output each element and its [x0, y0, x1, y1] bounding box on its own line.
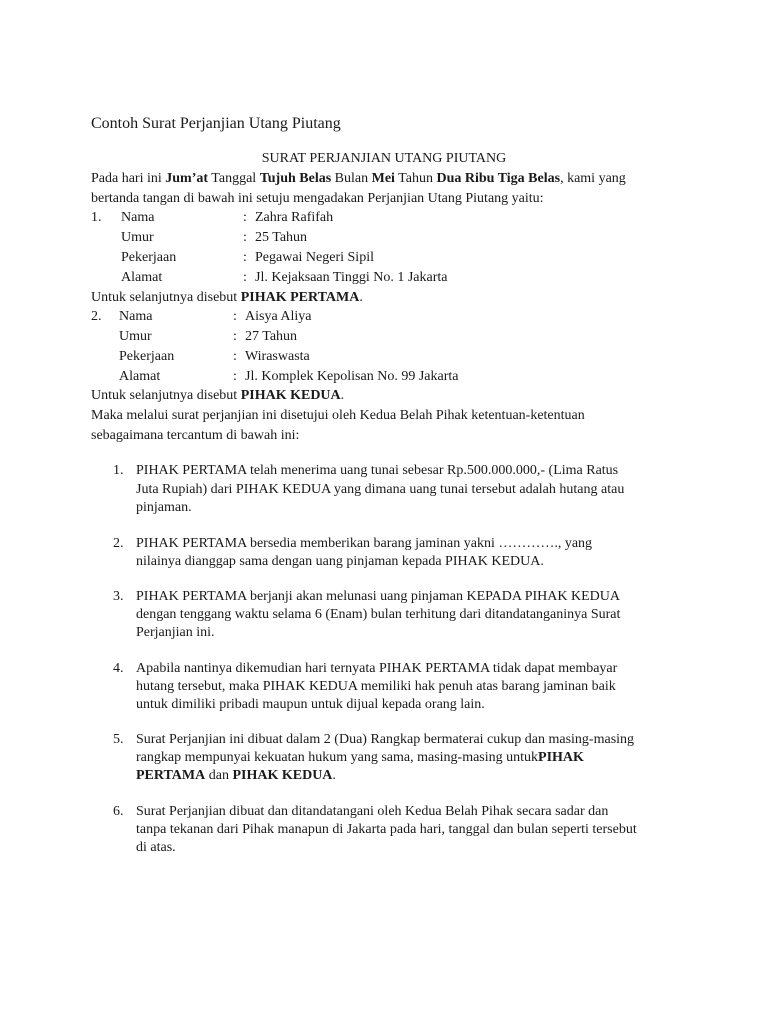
closing-text: Untuk selanjutnya disebut [91, 388, 241, 403]
party2-designation: PIHAK KEDUA [240, 388, 341, 403]
clause-6-line-1: Surat Perjanjian dibuat dan ditandatangani oleh Kedua Belah Pihak secara sadar dan [136, 804, 609, 819]
party2-closing [91, 387, 344, 405]
document-title: Contoh Surat Perjanjian Utang Piutang [91, 115, 341, 132]
letter-heading: SURAT PERJANJIAN UTANG PIUTANG [261, 151, 507, 166]
party2-value-age: 27 Tahun [245, 329, 298, 344]
clause-5-text: rangkap mempunyai kekuatan hukum yang sama, masing-masing untuk [136, 750, 539, 765]
clause-4-number: 4. [113, 661, 124, 676]
party2-label-age: Umur [119, 329, 152, 344]
party2-value-job: Wiraswasta [245, 349, 310, 364]
intro-text: Bulan [331, 171, 372, 186]
party1-value-address: Jl. Kejaksaan Tinggi No. 1 Jakarta [255, 270, 448, 285]
clause-5-bold: PIHAK KEDUA [232, 768, 333, 783]
party1-designation: PIHAK PERTAMA [240, 290, 360, 305]
intro-year: Dua Ribu Tiga Belas [436, 171, 561, 186]
party2-sep-age: : [233, 329, 237, 344]
clause-5-punct: . [332, 768, 336, 783]
party1-label-name: Nama [121, 210, 155, 225]
intro-text: Tanggal [208, 171, 260, 186]
clause-4-line-1: Apabila nantinya dikemudian hari ternyata PIHAK PERTAMA tidak dapat membayar [136, 661, 618, 676]
party1-sep-address: : [243, 270, 247, 285]
party1-number: 1. [91, 210, 102, 225]
clause-2-number: 2. [113, 536, 124, 551]
clause-3-line-1: PIHAK PERTAMA berjanji akan melunasi uang pinjaman KEPADA PIHAK KEDUA [136, 589, 620, 604]
clause-2-line-2: nilainya dianggap sama dengan uang pinjaman kepada PIHAK KEDUA. [136, 554, 544, 569]
closing-punct: . [340, 388, 345, 403]
intro-day: Jum’at [165, 171, 209, 186]
clause-5-bold: PERTAMA [136, 768, 206, 783]
clause-5-line-1: Surat Perjanjian ini dibuat dalam 2 (Dua) Rangkap bermaterai cukup dan masing-masing [136, 732, 635, 747]
closing-punct: . [359, 290, 363, 305]
clause-3-line-3: Perjanjian ini. [136, 625, 215, 640]
party1-closing [91, 289, 363, 307]
party1-sep-age: : [243, 230, 247, 245]
clause-5-number: 5. [113, 732, 124, 747]
clause-5-text: dan [205, 768, 233, 783]
clause-6-line-2: tanpa tekanan dari Pihak manapun di Jakarta pada hari, tanggal dan bulan seperti tersebut [136, 822, 637, 837]
intro-line-2: bertanda tangan di bawah ini setuju mengadakan Perjanjian Utang Piutang yaitu: [91, 191, 544, 206]
party1-label-age: Umur [121, 230, 154, 245]
party1-value-age: 25 Tahun [255, 230, 308, 245]
clause-1-number: 1. [113, 463, 124, 478]
clause-5-bold: PIHAK [538, 750, 584, 765]
clause-3-number: 3. [113, 589, 124, 604]
closing-text: Untuk selanjutnya disebut [91, 290, 241, 305]
party1-value-name: Zahra Rafifah [255, 210, 334, 225]
party2-sep-job: : [233, 349, 237, 364]
clause-4-line-3: untuk dimiliki pribadi maupun untuk dijual kepada orang lain. [136, 697, 485, 712]
party2-value-name: Aisya Aliya [245, 309, 312, 324]
intro-text: , kami yang [560, 171, 626, 186]
clause-4-line-2: hutang tersebut, maka PIHAK KEDUA memiliki hak penuh atas barang jaminan baik [136, 679, 616, 694]
clause-6-number: 6. [113, 804, 124, 819]
party1-sep-job: : [243, 250, 247, 265]
clause-1-line-2: Juta Rupiah) dari PIHAK KEDUA yang dimana uang tunai tersebut adalah hutang atau [136, 482, 625, 497]
intro-line-1 [91, 170, 626, 188]
party2-label-job: Pekerjaan [119, 349, 175, 364]
party2-label-name: Nama [119, 309, 153, 324]
party2-sep-name: : [233, 309, 237, 324]
party1-value-job: Pegawai Negeri Sipil [255, 250, 374, 265]
clause-2-line-1: PIHAK PERTAMA bersedia memberikan barang jaminan yakni …………., yang [136, 536, 593, 551]
intro-date: Tujuh Belas [259, 171, 332, 186]
intro-text: Tahun [394, 171, 437, 186]
party2-number: 2. [91, 309, 102, 324]
party1-label-job: Pekerjaan [121, 250, 177, 265]
party2-label-address: Alamat [119, 369, 161, 384]
party2-value-address: Jl. Komplek Kepolisan No. 99 Jakarta [245, 369, 459, 384]
party1-label-address: Alamat [121, 270, 163, 285]
party1-sep-name: : [243, 210, 247, 225]
intro-text: Pada hari ini [91, 171, 166, 186]
party2-sep-address: : [233, 369, 237, 384]
clause-3-line-2: dengan tenggang waktu selama 6 (Enam) bulan terhitung dari ditandatanganinya Surat [136, 607, 621, 622]
clause-5-line-3 [136, 767, 336, 785]
intro-month: Mei [371, 171, 395, 186]
clause-1-line-1: PIHAK PERTAMA telah menerima uang tunai sebesar Rp.500.000.000,- (Lima Ratus [136, 463, 619, 478]
clause-1-line-3: pinjaman. [136, 500, 192, 515]
clause-5-line-2 [136, 749, 584, 767]
clause-6-line-3: di atas. [136, 840, 176, 855]
agreement-intro-line-2: sebagaimana tercantum di bawah ini: [91, 428, 300, 443]
agreement-intro-line-1: Maka melalui surat perjanjian ini disetujui oleh Kedua Belah Pihak ketentuan-ketentuan [91, 408, 585, 423]
